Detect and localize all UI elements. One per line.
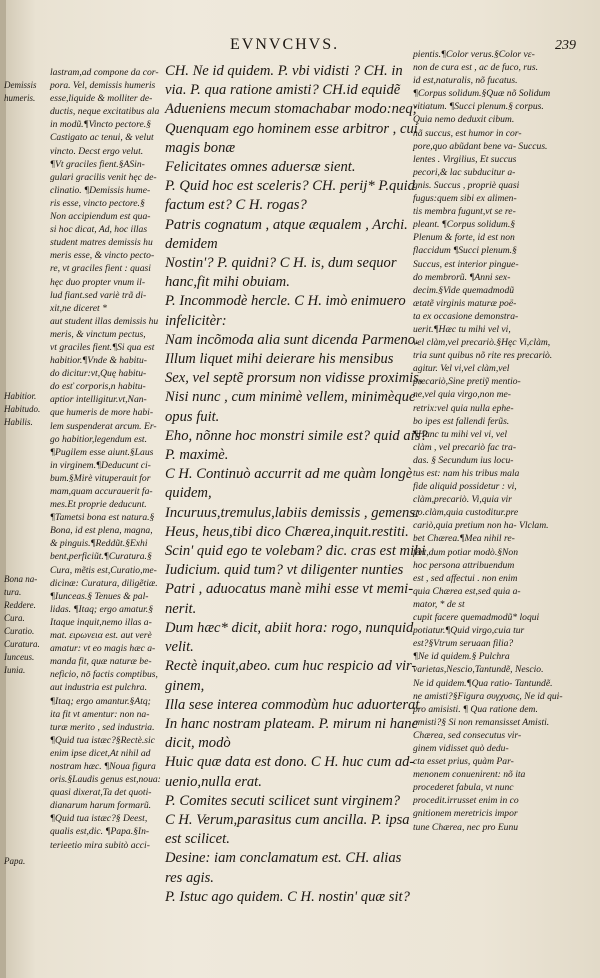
verse-line: velit. xyxy=(165,639,194,656)
commentary-line: oris.§Laudis genus est,noua: xyxy=(50,774,161,786)
commentary-line: cta esset prius, quàm Par- xyxy=(413,756,514,768)
commentary-line: ¶Iunceas.§ Tenues & pal- xyxy=(50,590,149,602)
commentary-line: habitior.¶Vnde & habitu- xyxy=(50,355,147,367)
commentary-line: amisti?§ Si non remansisset Amisti. xyxy=(413,716,550,728)
commentary-line: ¶Corpus solidum.§Quæ nõ Solidum xyxy=(413,88,551,100)
commentary-line: precariò,Sine pretiỹ mentio- xyxy=(413,376,521,388)
margin-note: Curatio. xyxy=(4,626,35,636)
commentary-line: mam,quam accurauerit fa- xyxy=(50,486,153,497)
commentary-line: mes.Et proprie deducunt. xyxy=(50,499,147,511)
commentary-line: terieetio mira subitò acci- xyxy=(50,839,150,851)
commentary-line: pora. Vel, demissis humeris xyxy=(50,80,156,92)
commentary-line: lentes . Virgilius, Et succus xyxy=(413,153,517,165)
commentary-line: do esť corporis,n habitu- xyxy=(50,381,146,393)
commentary-line: ris esse, vincto pectore.§ xyxy=(50,197,145,209)
commentary-line: fide aliquid possidetur : vi, xyxy=(413,481,517,493)
commentary-line: tus est: nam his tribus mala xyxy=(413,468,520,479)
verse-line: hanc,fit mihi obuiam. xyxy=(165,274,290,291)
verse-line: opus fuit. xyxy=(165,408,220,425)
margin-note: Habilis. xyxy=(4,417,33,427)
page-gutter xyxy=(0,0,6,978)
commentary-line: menonem conuenirent: nõ ita xyxy=(413,769,526,781)
commentary-line: & pinguis.¶Reddũt.§Exhi xyxy=(50,538,148,550)
commentary-line: pore,quo abũdant bene va- Succus. xyxy=(413,140,548,152)
commentary-line: qualis est,dic. ¶Papa.§In- xyxy=(50,826,150,838)
commentary-line: enim ipse dicet,At nihil ad xyxy=(50,747,151,759)
verse-line: uenio,nulla erat. xyxy=(165,773,262,790)
verse-line: dicit, modò xyxy=(165,735,231,752)
commentary-line: pleant. ¶Corpus solidum.§ xyxy=(413,219,516,231)
verse-line: In hanc nostram plateam. P. mirum ni hanc xyxy=(165,715,419,732)
commentary-line: ¶Vt graciles fient.§ASin- xyxy=(50,158,145,170)
verse-line: Eho, nõnne hoc monstri simile est? quid ais? xyxy=(165,427,428,444)
commentary-line: ginem vidisset quò dedu- xyxy=(413,742,509,754)
margin-note: Cura. xyxy=(4,613,25,623)
commentary-line: meris, & vinctum pectus, xyxy=(50,328,146,340)
commentary-line: student matres demissis hu xyxy=(50,237,153,249)
commentary-line: tria sunt quibus nõ rite res precariò. xyxy=(413,350,553,362)
verse-line: P. maximè. xyxy=(165,447,229,464)
commentary-line: bo ipes est fallendi ferũs. xyxy=(413,415,510,427)
commentary-line: aut student illas demissis hu xyxy=(50,315,159,327)
commentary-line: est , sed affectui . non enim xyxy=(413,572,518,584)
verse-line: Patris cognatum , atque æqualem , Archi. xyxy=(165,216,408,233)
verse-line: CH. Ne id quidem. P. vbi vidisti ? CH. in xyxy=(165,63,403,79)
commentary-line: id est,naturalis, nõ fucatus. xyxy=(413,75,518,87)
commentary-line: ductis, neque excitatibus ala xyxy=(50,106,160,118)
commentary-line: Bona, id est plena, magna, xyxy=(50,525,153,537)
verse-line: via. P. qua ratione amisti? CH.id equidẽ xyxy=(165,82,401,99)
verse-line: nerit. xyxy=(165,600,197,617)
commentary-line: ætatẽ virginis maturæ poё- xyxy=(413,297,517,309)
verse-line: Nisi nunc , cum minimè vellem, minimèque xyxy=(165,389,416,406)
verse-line: ginem, xyxy=(165,677,205,694)
commentary-line: lud fiant.sed variè trã di- xyxy=(50,289,147,301)
margin-note: Reddere. xyxy=(4,600,36,610)
commentary-line: turæ merito , sed industria. xyxy=(50,721,155,733)
commentary-line: ¶Quid tua istæc?§Rectè.sic xyxy=(50,734,155,746)
commentary-line: bet Chærea.¶Mea nihil re- xyxy=(413,533,515,545)
verse-line: demidem xyxy=(165,235,218,252)
commentary-line: Succus, est interior pingue- xyxy=(413,258,519,270)
verse-line: Nostin'? P. quidni? C H. is, dum sequor xyxy=(165,255,397,272)
commentary-line: agitur. Vel vi,vel clàm,vel xyxy=(413,363,510,375)
commentary-line: hęc duo propter vnum il- xyxy=(50,276,146,288)
commentary-line: Castigato ac tenui, & velut xyxy=(50,132,154,144)
commentary-line: fert,dum potiar modò.§Non xyxy=(413,546,519,558)
commentary-line: do dicitur:vt,Quę habitu- xyxy=(50,368,147,380)
verse-line: P. Istuc ago quidem. C H. nostin' quæ sit? xyxy=(165,888,410,905)
commentary-line: Non accipiendum est qua- xyxy=(50,211,151,223)
verse-line: res agis. xyxy=(165,869,214,886)
commentary-line: neficio, nō factis comptibus, xyxy=(50,669,158,681)
verse-line: est scilicet. xyxy=(165,831,230,848)
verse-line: Adueniens mecum stomachabar modo:neq; xyxy=(165,101,418,118)
commentary-line: in modũ.¶Vincto pectore.§ xyxy=(50,119,151,131)
commentary-line: nostram hæc. ¶Noua figura xyxy=(50,760,156,772)
commentary-line: ne amisti?§Figura συγχυσις, Ne id qui- xyxy=(413,690,563,702)
page-number: 239 xyxy=(555,38,576,53)
margin-note: Iunceus. xyxy=(4,652,35,662)
commentary-line: go habitior,legendum est. xyxy=(50,433,147,445)
commentary-line: tune Chærea, nec pro Eunu xyxy=(413,821,519,833)
margin-note: Iunia. xyxy=(4,665,26,675)
commentary-line: bum.§Mirè vituperauit for xyxy=(50,472,151,484)
commentary-line: Cura, mẽtis est,Curatio,me- xyxy=(50,564,157,576)
commentary-line: re, vt graciles fient : quasi xyxy=(50,263,151,275)
verse-line: P. Comites secuti scilicet sunt virginem? xyxy=(165,792,401,809)
margin-note: Curatura. xyxy=(4,639,40,649)
commentary-line: vt graciles fient.¶Si qua est xyxy=(50,341,155,353)
verse-line: Incuruus,tremulus,labiis demissis , gemens: xyxy=(165,504,420,521)
commentary-line: lidas. ¶Itaq; ergo amatur.§ xyxy=(50,603,153,615)
commentary-right-column xyxy=(413,48,563,834)
verse-line: quidem, xyxy=(165,485,212,502)
commentary-line: procedit.irrusset enim in co xyxy=(413,795,519,807)
commentary-line: decim.§Vide quemadmodũ xyxy=(413,284,515,296)
verse-line: Iudicium. quid tum? vt diligenter nunties xyxy=(165,562,404,579)
commentary-line: ne,vel quia virgo,non me- xyxy=(413,389,511,401)
verse-line: factum est? C H. rogas? xyxy=(165,197,307,214)
commentary-line: nã succus, est humor in cor- xyxy=(413,127,522,139)
verse-line: Scin' quid ego te volebam? dic. cras est mihi xyxy=(165,543,426,560)
margin-note: Habitudo. xyxy=(4,404,41,414)
commentary-line: gnitionem meretricis impor xyxy=(413,808,518,820)
verse-line: Felicitates omnes aduersæ sient. xyxy=(165,159,356,176)
verse-line: P. Incommodè hercle. C H. imò enimuero xyxy=(165,293,406,310)
commentary-line: aut industria est pulchra. xyxy=(50,682,148,694)
verse-line: Desine: iam conclamatum est. CH. alias xyxy=(165,850,402,867)
commentary-line: esse,liquide & molliter de- xyxy=(50,93,153,105)
commentary-line: dicinæ: Curatura, diligẽtiæ. xyxy=(50,577,158,589)
commentary-line: aptior intelligitur.vt,Nan- xyxy=(50,394,147,406)
margin-note: humeris. xyxy=(4,93,36,103)
commentary-line: Quia nemo deduxit cibum. xyxy=(413,114,515,126)
verse-line: Heus, heus,tibi dico Chærea,inquit.restiti. xyxy=(165,523,409,540)
commentary-line: clàm,precariò. Vi,quia vir xyxy=(413,494,512,506)
margin-note: tura. xyxy=(4,587,22,597)
commentary-line: pecori,& lac subducitur a- xyxy=(413,166,516,178)
commentary-line: amatur: vt eo magis hæc a- xyxy=(50,643,156,655)
commentary-line: si hoc dicat, Ad, hoc illas xyxy=(50,224,148,236)
commentary-line: non de cura est , ac de fuco, rus. xyxy=(413,62,538,74)
verse-line: Patri , aduocatus manè mihi esse vt memi- xyxy=(165,581,414,598)
commentary-line: manda fit, quæ naturæ be- xyxy=(50,656,152,668)
commentary-line: ita fit vt amentur: non na- xyxy=(50,708,150,720)
commentary-line: ¶Hanc tu mihi vel vi, vel xyxy=(413,428,507,440)
commentary-line: lem suspenderat arcum. Er- xyxy=(50,420,157,432)
commentary-line: xit,ne diceret * xyxy=(50,302,107,314)
commentary-line: tis membra fugunt,vt se re- xyxy=(413,206,516,218)
commentary-line: cariò,quia pretium non ha- Vlclam. xyxy=(413,520,549,532)
commentary-line: que humeris de more habi- xyxy=(50,407,154,419)
commentary-line: meris esse, & vincto pecto- xyxy=(50,250,155,262)
verse-line: infelicitèr: xyxy=(165,312,227,329)
verse-line: C H. Verum,parasitus cum ancilla. P. ipsa xyxy=(165,811,410,828)
commentary-line: quasi dixerat,Ta det quoti- xyxy=(50,787,152,799)
commentary-line: gnis. Succus , propriè quasi xyxy=(413,179,520,191)
commentary-line: pientis.¶Color verus.§Color vε- xyxy=(413,49,535,60)
running-head-title: EVNVCHVS. xyxy=(230,36,340,53)
verse-line: C H. Continuò accurrit ad me quàm longè xyxy=(165,466,413,483)
commentary-line: vincto. Decst ergo velut. xyxy=(50,145,144,157)
commentary-line: lastram,ad compone da cor- xyxy=(50,67,159,78)
commentary-line: clàm , vel precariò fac tra- xyxy=(413,441,517,453)
commentary-line: Itaque inquit,nemo illas a- xyxy=(50,616,152,628)
commentary-line: go.clàm,quia custoditur.pre xyxy=(413,507,519,519)
commentary-line: gulari gracilis venit hęc de- xyxy=(50,171,157,183)
commentary-line: flaccidum ¶Succi plenum.§ xyxy=(413,245,517,257)
commentary-line: retrix:vel quia nulla ephe- xyxy=(413,402,514,414)
margin-note: Bona na- xyxy=(4,574,38,584)
verse-line: magis bonæ xyxy=(165,139,236,156)
commentary-line: varietas,Nescio,Tantundẽ, Nescio. xyxy=(413,664,544,676)
margin-note: Demissis xyxy=(4,80,37,90)
verse-line: Illa sese interea commodùm huc aduorterat xyxy=(165,696,420,713)
commentary-line: procederet fabula, vt nunc xyxy=(413,782,514,794)
commentary-line: est?§Vtrum seruaan filia? xyxy=(413,638,514,650)
commentary-line: dianarum harum formarũ. xyxy=(50,800,152,812)
verse-line: Nam incõmoda alia sunt dicenda Parmeno. xyxy=(165,331,419,348)
commentary-line: Plenum & forte, id est non xyxy=(413,232,515,244)
commentary-line: bent,perficiũt.¶Curatura.§ xyxy=(50,551,152,563)
commentary-line: mat. ειρωνεια est. aut verè xyxy=(50,630,152,642)
commentary-line: ¶Pugilem esse aiunt.§Laus xyxy=(50,446,154,458)
commentary-line: Chærea, sed consecutus vir- xyxy=(413,729,522,741)
commentary-line: mator, * de st xyxy=(413,598,465,610)
commentary-line: ta ex occasione demonstra- xyxy=(413,310,519,322)
commentary-line: in virginem.¶Deducunt ci- xyxy=(50,459,151,471)
commentary-line: hoc persona attribuendum xyxy=(413,559,515,571)
commentary-line: clinatio. ¶Demissis hume- xyxy=(50,184,151,196)
commentary-line: ¶Quid tua istæc?§ Deest, xyxy=(50,813,148,825)
commentary-line: ¶Itaq; ergo amantur.§Atq; xyxy=(50,695,151,707)
main-text-column xyxy=(165,62,428,907)
margin-note: Habitior. xyxy=(4,391,37,401)
commentary-line: potiatur.¶Quid virgo,cuia tur xyxy=(413,625,525,637)
commentary-line: ¶Ne id quidem.§ Pulchra xyxy=(413,651,510,663)
commentary-line: fugus:quem sibi ex alimen- xyxy=(413,193,517,205)
commentary-line: quia Chærea est,sed quia a- xyxy=(413,585,521,597)
commentary-line: do membrorũ. ¶Anni sex- xyxy=(413,271,511,283)
verse-line: Huic quæ data est dono. C H. huc cum ad- xyxy=(165,754,415,771)
commentary-line: pro amisisti. ¶ Qua ratione dem. xyxy=(413,703,538,715)
commentary-left-column xyxy=(50,66,162,852)
commentary-line: cupit facere quemadmodũ* loqui xyxy=(413,612,540,624)
commentary-line: vitiatum. ¶Succi plenum.§ corpus. xyxy=(413,101,544,113)
verse-line: Rectè inquit,abeo. cum huc respicio ad vir- xyxy=(165,658,417,675)
verse-line: Illum liquet mihi deierare his mensibus xyxy=(165,351,394,368)
commentary-line: uerit.¶Hæc tu mihi vel vi, xyxy=(413,323,511,335)
margin-note: Papa. xyxy=(4,856,26,866)
verse-line: P. Quid hoc est sceleris? CH. perij* P.quid xyxy=(165,178,415,195)
verse-line: Dum hæc* dicit, abiit hora: rogo, nunquid xyxy=(165,619,414,636)
verse-line: Quenquam ego hominem esse arbitror , cui xyxy=(165,120,418,137)
commentary-line: ¶Tametsi bona est natura.§ xyxy=(50,512,155,524)
commentary-line: Ne id quidem.¶Qua ratio- Tantundẽ. xyxy=(413,677,553,689)
commentary-line: vel clàm,vel precariò.§Hęc Vi,clàm, xyxy=(413,337,551,349)
verse-line: Sex, vel septẽ prorsum non vidisse proximis, xyxy=(165,370,423,387)
commentary-line: das. § Secundum ius locu- xyxy=(413,454,514,466)
